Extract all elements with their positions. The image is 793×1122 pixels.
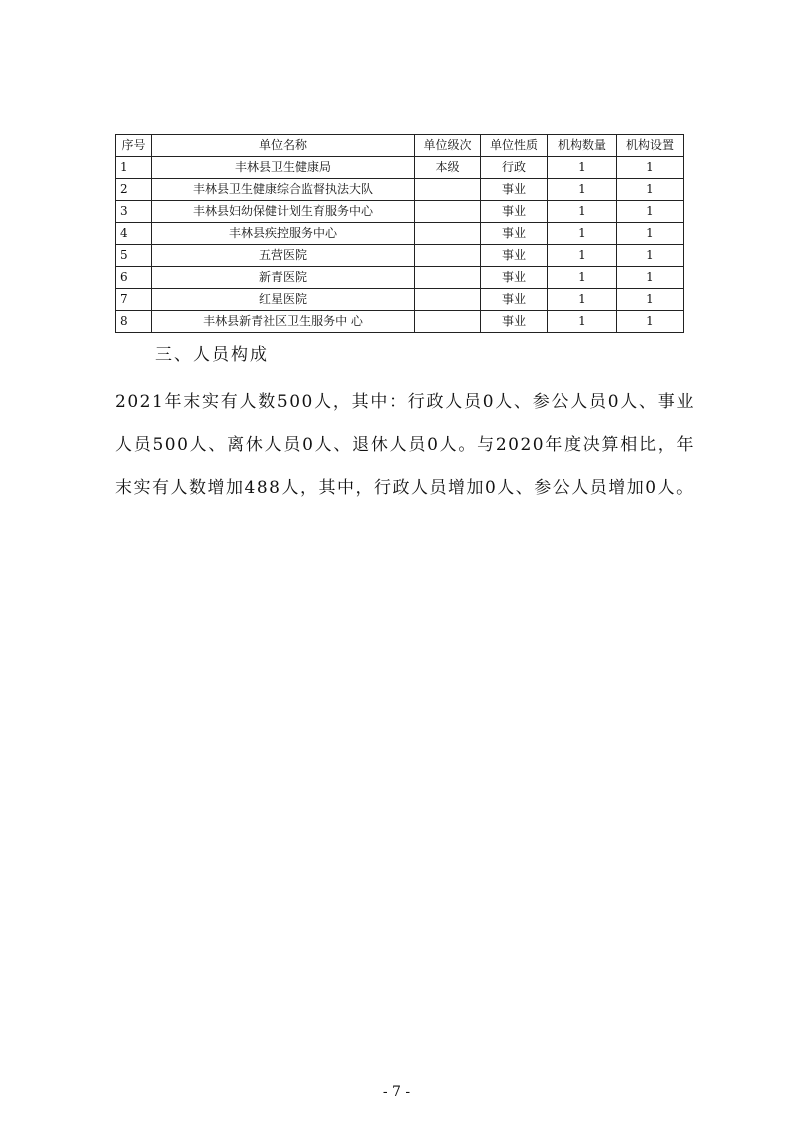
cell-unit-nature: 事业 — [481, 267, 548, 289]
cell-org-count: 1 — [548, 179, 617, 201]
paragraph-text: 2021年末实有人数500人，其中：行政人员0人、参公人员0人、事业人员500人、离休人员0人、退休人员0人。与2020年度决算相比，年末实有人数增加488人，其中，行政人员增加0人、参公人员增加0人。 — [115, 392, 695, 498]
cell-org-count: 1 — [548, 289, 617, 311]
header-unit-level: 单位级次 — [415, 135, 481, 157]
cell-no: 4 — [116, 223, 152, 245]
header-org-count: 机构数量 — [548, 135, 617, 157]
cell-org-count: 1 — [548, 311, 617, 333]
header-org-setup: 机构设置 — [617, 135, 684, 157]
cell-unit-name: 丰林县新青社区卫生服务中 心 — [152, 311, 415, 333]
table-header-row — [116, 135, 684, 157]
section-heading: 三、人员构成 — [155, 345, 269, 365]
cell-no: 8 — [116, 311, 152, 333]
institution-table — [115, 134, 684, 333]
header-unit-nature: 单位性质 — [481, 135, 548, 157]
cell-org-setup: 1 — [617, 223, 684, 245]
table-row — [116, 201, 684, 223]
table-row — [116, 245, 684, 267]
cell-unit-level: 本级 — [415, 157, 481, 179]
cell-org-setup: 1 — [617, 289, 684, 311]
cell-org-count: 1 — [548, 245, 617, 267]
cell-org-count: 1 — [548, 223, 617, 245]
table-row — [116, 311, 684, 333]
cell-unit-level — [415, 245, 481, 267]
cell-unit-nature: 事业 — [481, 311, 548, 333]
table-row — [116, 289, 684, 311]
cell-unit-nature: 行政 — [481, 157, 548, 179]
cell-org-setup: 1 — [617, 267, 684, 289]
cell-unit-nature: 事业 — [481, 223, 548, 245]
cell-unit-level — [415, 179, 481, 201]
cell-unit-nature: 事业 — [481, 245, 548, 267]
cell-unit-name: 丰林县卫生健康综合监督执法大队 — [152, 179, 415, 201]
cell-org-setup: 1 — [617, 179, 684, 201]
table-row — [116, 267, 684, 289]
page-number: - 7 - — [382, 1084, 411, 1100]
cell-org-setup: 1 — [617, 245, 684, 267]
cell-org-setup: 1 — [617, 311, 684, 333]
cell-unit-name: 丰林县卫生健康局 — [152, 157, 415, 179]
cell-no: 5 — [116, 245, 152, 267]
header-no: 序号 — [116, 135, 152, 157]
table-row — [116, 157, 684, 179]
cell-no: 1 — [116, 157, 152, 179]
cell-no: 7 — [116, 289, 152, 311]
cell-unit-nature: 事业 — [481, 179, 548, 201]
cell-unit-name: 红星医院 — [152, 289, 415, 311]
cell-no: 2 — [116, 179, 152, 201]
cell-org-setup: 1 — [617, 201, 684, 223]
cell-unit-level — [415, 311, 481, 333]
cell-unit-nature: 事业 — [481, 201, 548, 223]
cell-unit-level — [415, 289, 481, 311]
cell-unit-level — [415, 267, 481, 289]
cell-no: 6 — [116, 267, 152, 289]
cell-unit-name: 丰林县妇幼保健计划生育服务中心 — [152, 201, 415, 223]
body-paragraph — [115, 381, 695, 510]
cell-org-setup: 1 — [617, 157, 684, 179]
cell-unit-name: 新青医院 — [152, 267, 415, 289]
cell-org-count: 1 — [548, 201, 617, 223]
table-row — [116, 223, 684, 245]
cell-unit-level — [415, 201, 481, 223]
cell-org-count: 1 — [548, 157, 617, 179]
table-row — [116, 179, 684, 201]
cell-org-count: 1 — [548, 267, 617, 289]
cell-unit-level — [415, 223, 481, 245]
header-unit-name: 单位名称 — [152, 135, 415, 157]
cell-unit-name: 丰林县疾控服务中心 — [152, 223, 415, 245]
cell-no: 3 — [116, 201, 152, 223]
cell-unit-name: 五营医院 — [152, 245, 415, 267]
cell-unit-nature: 事业 — [481, 289, 548, 311]
